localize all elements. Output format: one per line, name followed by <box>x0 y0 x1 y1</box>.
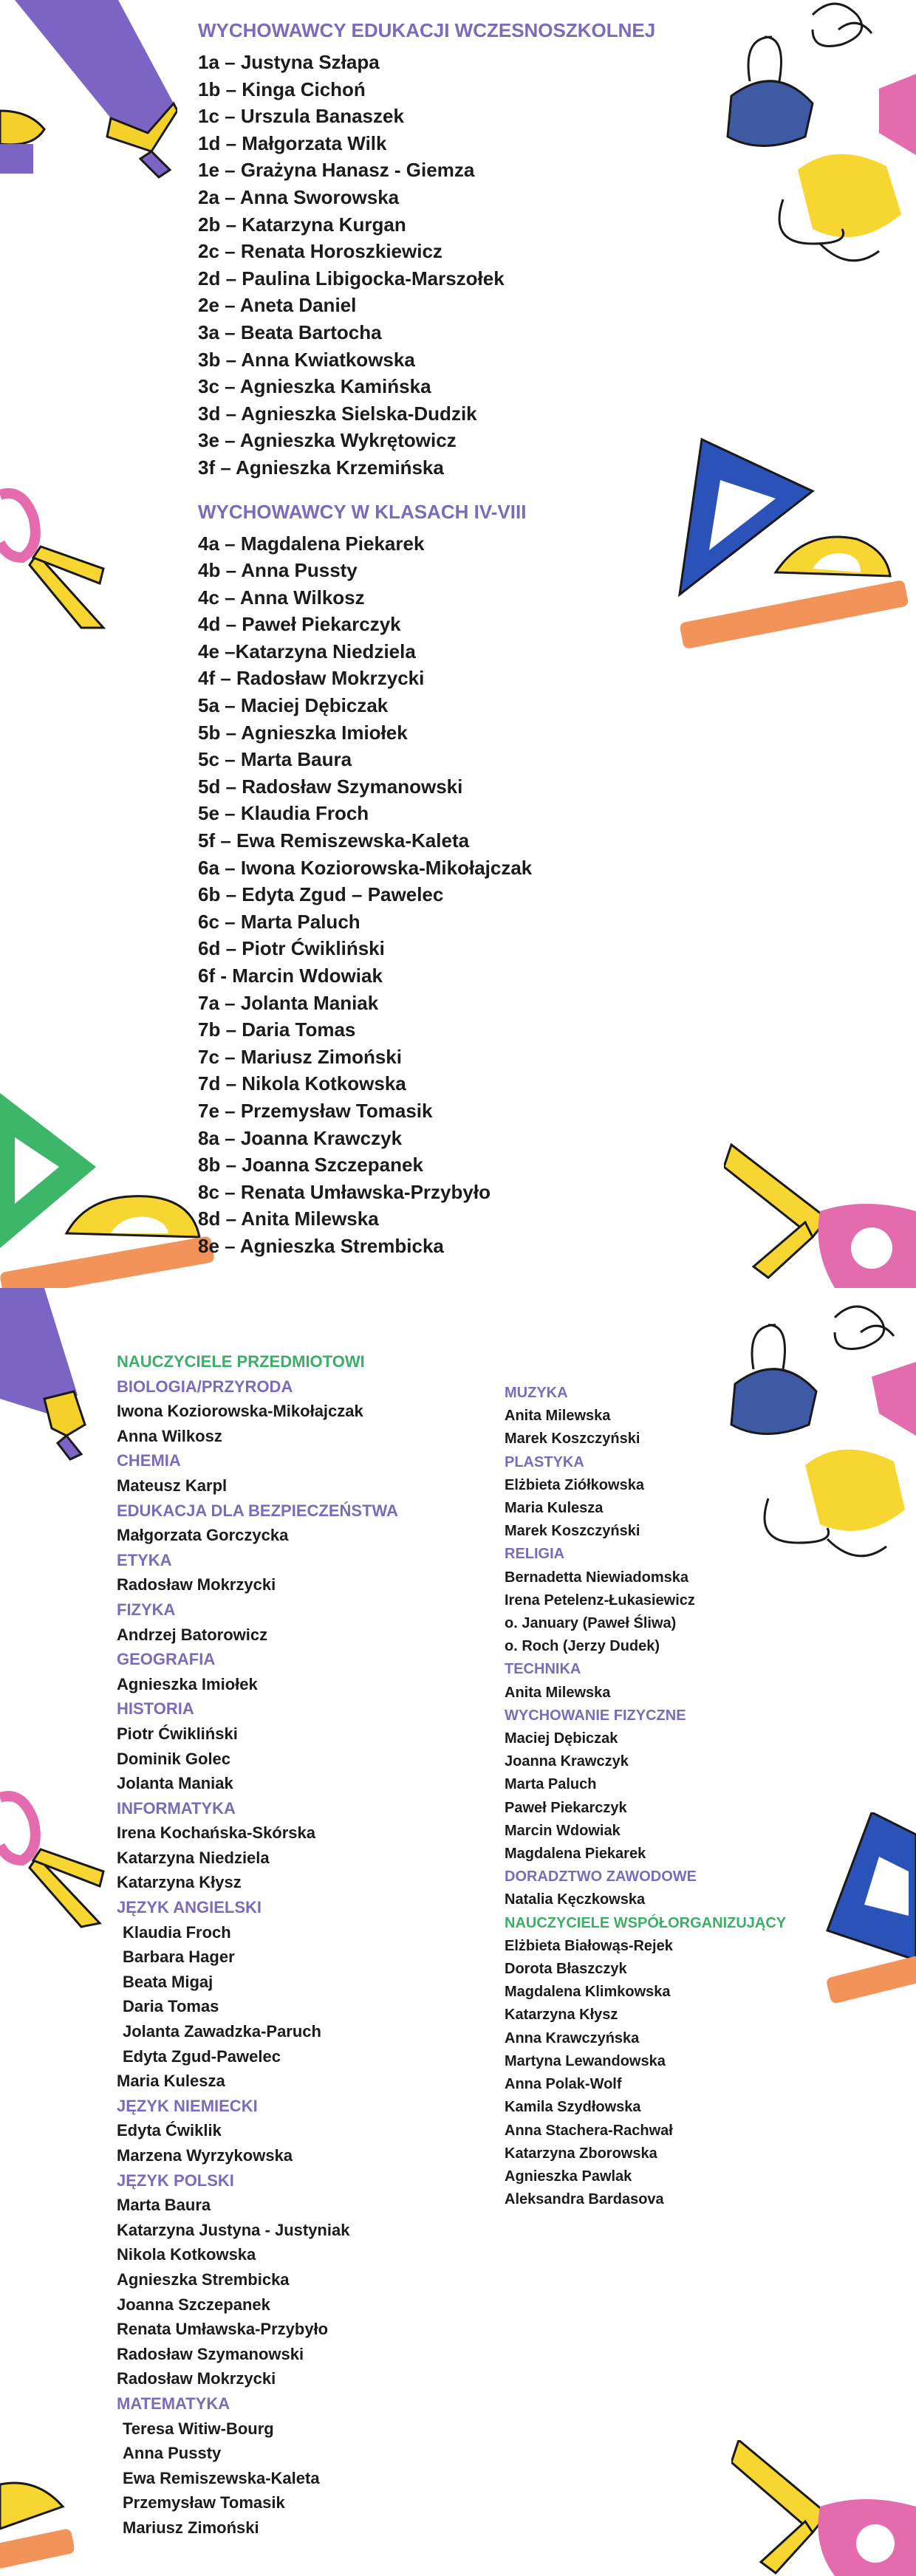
class-teacher-entry: 3c – Agnieszka Kamińska <box>198 375 431 398</box>
subject-teachers-title: NAUCZYCIELE PRZEDMIOTOWI <box>117 1352 365 1371</box>
class-teacher-entry: 6a – Iwona Koziorowska-Mikołajczak <box>198 856 533 879</box>
class-teacher-entry: 6f - Marcin Wdowiak <box>198 965 383 987</box>
subject-heading: JĘZYK ANGIELSKI <box>117 1898 262 1917</box>
class-teacher-entry: 3b – Anna Kwiatkowska <box>198 348 415 371</box>
subject-heading: GEOGRAFIA <box>117 1650 216 1669</box>
teacher-name: Klaudia Froch <box>123 1922 231 1942</box>
teacher-name: Anna Krawczyńska <box>505 2029 640 2046</box>
class-teachers-list <box>198 18 655 1260</box>
class-teacher-entry: 7a – Jolanta Maniak <box>198 991 379 1014</box>
class-teacher-entry: 1b – Kinga Cichoń <box>198 78 366 100</box>
class-teacher-entry: 6c – Marta Paluch <box>198 910 360 933</box>
teacher-name: Joanna Szczepanek <box>117 2295 270 2314</box>
class-teacher-entry: 6b – Edyta Zgud – Pawelec <box>198 883 444 906</box>
class-teacher-entry: 4e –Katarzyna Niedziela <box>198 640 416 662</box>
class-teacher-entry: 8e – Agnieszka Strembicka <box>198 1234 444 1257</box>
teacher-name: Marek Koszczyński <box>505 1523 640 1540</box>
subject-heading: PLASTYKA <box>505 1453 584 1470</box>
class-teacher-entry: 3e – Agnieszka Wykrętowicz <box>198 429 457 452</box>
teacher-name: Anna Pussty <box>123 2444 222 2463</box>
subject-teachers-right-column <box>505 1382 786 2211</box>
class-teacher-entry: 7e – Przemysław Tomasik <box>198 1099 433 1122</box>
class-teacher-entry: 3a – Beata Bartocha <box>198 321 382 343</box>
protractor-icon <box>0 2455 74 2576</box>
class-teacher-entry: 2c – Renata Horoszkiewicz <box>198 240 442 263</box>
subject-heading: FIZYKA <box>117 1600 176 1619</box>
subject-heading: JĘZYK NIEMIECKI <box>117 2096 258 2115</box>
class-teacher-entry: 5b – Agnieszka Imiołek <box>198 721 408 744</box>
teacher-name: Marta Paluch <box>505 1776 597 1793</box>
teacher-name: Anita Milewska <box>505 1684 611 1701</box>
subject-heading: HISTORIA <box>117 1699 194 1719</box>
teacher-name: Elżbieta Ziółkowska <box>505 1476 644 1493</box>
subject-heading: EDUKACJA DLA BEZPIECZEŃSTWA <box>117 1501 398 1520</box>
class-teacher-entry: 4d – Paweł Piekarczyk <box>198 613 401 636</box>
early-education-heading: WYCHOWAWCY EDUKACJI WCZESNOSZKOLNEJ <box>198 19 656 41</box>
class-teacher-entry: 8a – Joanna Krawczyk <box>198 1126 403 1149</box>
teacher-name: Agnieszka Imiołek <box>117 1674 258 1693</box>
teacher-name: Edyta Ćwiklik <box>117 2121 222 2140</box>
protractor-icon <box>0 1086 214 1288</box>
teacher-name: Dorota Błaszczyk <box>505 1961 627 1978</box>
teacher-name: Ewa Remiszewska-Kaleta <box>123 2468 320 2487</box>
teacher-name: Martyna Lewandowska <box>505 2052 666 2069</box>
subject-heading: RELIGIA <box>505 1546 565 1563</box>
subject-heading: TECHNIKA <box>505 1661 581 1678</box>
teacher-name: Andrzej Batorowicz <box>117 1625 268 1644</box>
scissors-icon <box>0 1783 111 1931</box>
teacher-name: Maria Kulesza <box>117 2072 225 2091</box>
stationery-illustration <box>709 0 916 266</box>
teacher-name: Radosław Szymanowski <box>117 2344 304 2363</box>
teacher-name: Marcin Wdowiak <box>505 1822 621 1839</box>
scissors-pink-icon <box>731 2440 916 2576</box>
teacher-name: Barbara Hager <box>123 1948 235 1967</box>
teacher-name: Elżbieta Białowąs-Rejek <box>505 1937 673 1954</box>
class-teacher-entry: 5c – Marta Baura <box>198 748 352 771</box>
class-teacher-entry: 8c – Renata Umławska-Przybyło <box>198 1180 491 1203</box>
teacher-name: Dominik Golec <box>117 1749 231 1768</box>
subject-heading: CHEMIA <box>117 1451 181 1470</box>
teacher-name: Paweł Piekarczyk <box>505 1799 627 1816</box>
teacher-name: Bernadetta Niewiadomska <box>505 1569 688 1586</box>
class-teacher-entry: 5a – Maciej Dębiczak <box>198 694 389 717</box>
class-teacher-entry: 8b – Joanna Szczepanek <box>198 1154 423 1176</box>
class-teacher-entry: 4f – Radosław Mokrzycki <box>198 667 425 690</box>
teacher-name: Jolanta Zawadzka-Paruch <box>123 2022 321 2041</box>
marker-illustration <box>0 1288 89 1465</box>
teacher-name: Agnieszka Pawlak <box>505 2168 632 2185</box>
class-teacher-entry: 3d – Agnieszka Sielska-Dudzik <box>198 402 477 425</box>
teacher-name: Renata Umławska-Przybyło <box>117 2320 329 2339</box>
subject-heading: INFORMATYKA <box>117 1798 236 1818</box>
teacher-name: Katarzyna Kłysz <box>117 1873 242 1892</box>
teacher-name: o. January (Paweł Śliwa) <box>505 1615 677 1632</box>
upper-classes-list <box>198 530 655 1260</box>
teacher-name: Maria Kulesza <box>505 1500 604 1517</box>
teacher-name: Joanna Krawczyk <box>505 1753 629 1770</box>
class-teacher-entry: 7b – Daria Tomas <box>198 1018 356 1041</box>
class-teacher-entry: 5e – Klaudia Froch <box>198 802 369 825</box>
page-subject-teachers <box>0 1288 916 2576</box>
teacher-name: Katarzyna Niedziela <box>117 1848 270 1867</box>
teacher-name: Radosław Mokrzycki <box>117 2369 276 2388</box>
early-education-list <box>198 49 655 482</box>
teacher-name: Magdalena Klimkowska <box>505 1984 671 2001</box>
subject-teachers-left-column <box>117 1349 398 2541</box>
class-teacher-entry: 2e – Aneta Daniel <box>198 294 357 317</box>
scissors-pink-icon <box>724 1137 916 1288</box>
class-teacher-entry: 7c – Mariusz Zimoński <box>198 1045 402 1068</box>
subject-heading: ETYKA <box>117 1550 172 1569</box>
subject-heading: NAUCZYCIELE WSPÓŁORGANIZUJĄCY <box>505 1914 787 1931</box>
set-square-ruler-icon <box>820 1812 916 2027</box>
teacher-name: Natalia Kęczkowska <box>505 1891 646 1908</box>
teacher-name: Anita Milewska <box>505 1408 611 1425</box>
teacher-name: Anna Stachera-Rachwał <box>505 2122 673 2139</box>
class-teacher-entry: 5d – Radosław Szymanowski <box>198 775 463 798</box>
teacher-name: Małgorzata Gorczycka <box>117 1526 289 1545</box>
marker-illustration <box>0 0 177 185</box>
class-teacher-entry: 1d – Małgorzata Wilk <box>198 131 387 154</box>
teacher-name: Anna Polak-Wolf <box>505 2076 622 2093</box>
subject-heading: MUZYKA <box>505 1385 568 1401</box>
class-teacher-entry: 1e – Grażyna Hanasz - Giemza <box>198 159 475 182</box>
teacher-name: Agnieszka Strembicka <box>117 2270 290 2289</box>
teacher-name: Iwona Koziorowska-Mikołajczak <box>117 1402 363 1421</box>
teacher-name: Anna Wilkosz <box>117 1426 222 1445</box>
class-teacher-entry: 3f – Agnieszka Krzemińska <box>198 456 444 479</box>
teacher-name: o. Roch (Jerzy Dudek) <box>505 1638 660 1655</box>
upper-classes-heading: WYCHOWAWCY W KLASACH IV-VIII <box>198 500 527 523</box>
class-teacher-entry: 1a – Justyna Szłapa <box>198 51 380 73</box>
teacher-name: Nikola Kotkowska <box>117 2245 256 2264</box>
subject-heading: WYCHOWANIE FIZYCZNE <box>505 1707 686 1724</box>
teacher-name: Marta Baura <box>117 2196 211 2215</box>
teacher-name: Beata Migaj <box>123 1972 213 1991</box>
class-teacher-entry: 4b – Anna Pussty <box>198 559 358 582</box>
teacher-name: Magdalena Piekarek <box>505 1846 646 1863</box>
teacher-name: Teresa Witiw-Bourg <box>123 2419 274 2438</box>
teacher-name: Kamila Szydłowska <box>505 2099 641 2116</box>
teacher-name: Irena Kochańska-Skórska <box>117 1823 316 1843</box>
teacher-name: Mateusz Karpl <box>117 1476 228 1495</box>
subject-heading: MATEMATYKA <box>117 2394 230 2413</box>
subject-heading: BIOLOGIA/PRZYRODA <box>117 1377 293 1396</box>
class-teacher-entry: 5f – Ewa Remiszewska-Kaleta <box>198 829 470 852</box>
teacher-name: Maciej Dębiczak <box>505 1730 618 1747</box>
class-teacher-entry: 4c – Anna Wilkosz <box>198 586 365 609</box>
class-teacher-entry: 2b – Katarzyna Kurgan <box>198 213 406 236</box>
teacher-name: Piotr Ćwikliński <box>117 1724 238 1743</box>
teacher-name: Radosław Mokrzycki <box>117 1575 276 1594</box>
teacher-name: Daria Tomas <box>123 1997 219 2016</box>
teacher-name: Katarzyna Kłysz <box>505 2007 618 2024</box>
subject-heading: DORADZTWO ZAWODOWE <box>505 1868 697 1885</box>
teacher-name: Edyta Zgud-Pawelec <box>123 2046 281 2066</box>
class-teacher-entry: 2d – Paulina Libigocka-Marszołek <box>198 267 505 290</box>
class-teacher-entry: 4a – Magdalena Piekarek <box>198 532 425 555</box>
teacher-name: Mariusz Zimoński <box>123 2518 259 2537</box>
scissors-icon <box>0 480 111 635</box>
teacher-name: Katarzyna Justyna - Justyniak <box>117 2220 350 2239</box>
set-square-ruler-icon <box>665 432 909 654</box>
teacher-name: Jolanta Maniak <box>117 1774 233 1793</box>
class-teacher-entry: 7d – Nikola Kotkowska <box>198 1072 406 1095</box>
class-teacher-entry: 2a – Anna Sworowska <box>198 185 400 208</box>
teacher-name: Aleksandra Bardasova <box>505 2191 664 2208</box>
subject-heading: JĘZYK POLSKI <box>117 2171 234 2190</box>
teacher-name: Przemysław Tomasik <box>123 2493 285 2512</box>
class-teacher-entry: 8d – Anita Milewska <box>198 1208 379 1230</box>
class-teacher-entry: 6d – Piotr Ćwikliński <box>198 937 385 960</box>
class-teacher-entry: 1c – Urszula Banaszek <box>198 105 404 128</box>
teacher-name: Marzena Wyrzykowska <box>117 2146 293 2165</box>
teacher-name: Marek Koszczyński <box>505 1431 640 1448</box>
teacher-name: Irena Petelenz-Łukasiewicz <box>505 1592 695 1609</box>
teacher-name: Katarzyna Zborowska <box>505 2145 657 2162</box>
